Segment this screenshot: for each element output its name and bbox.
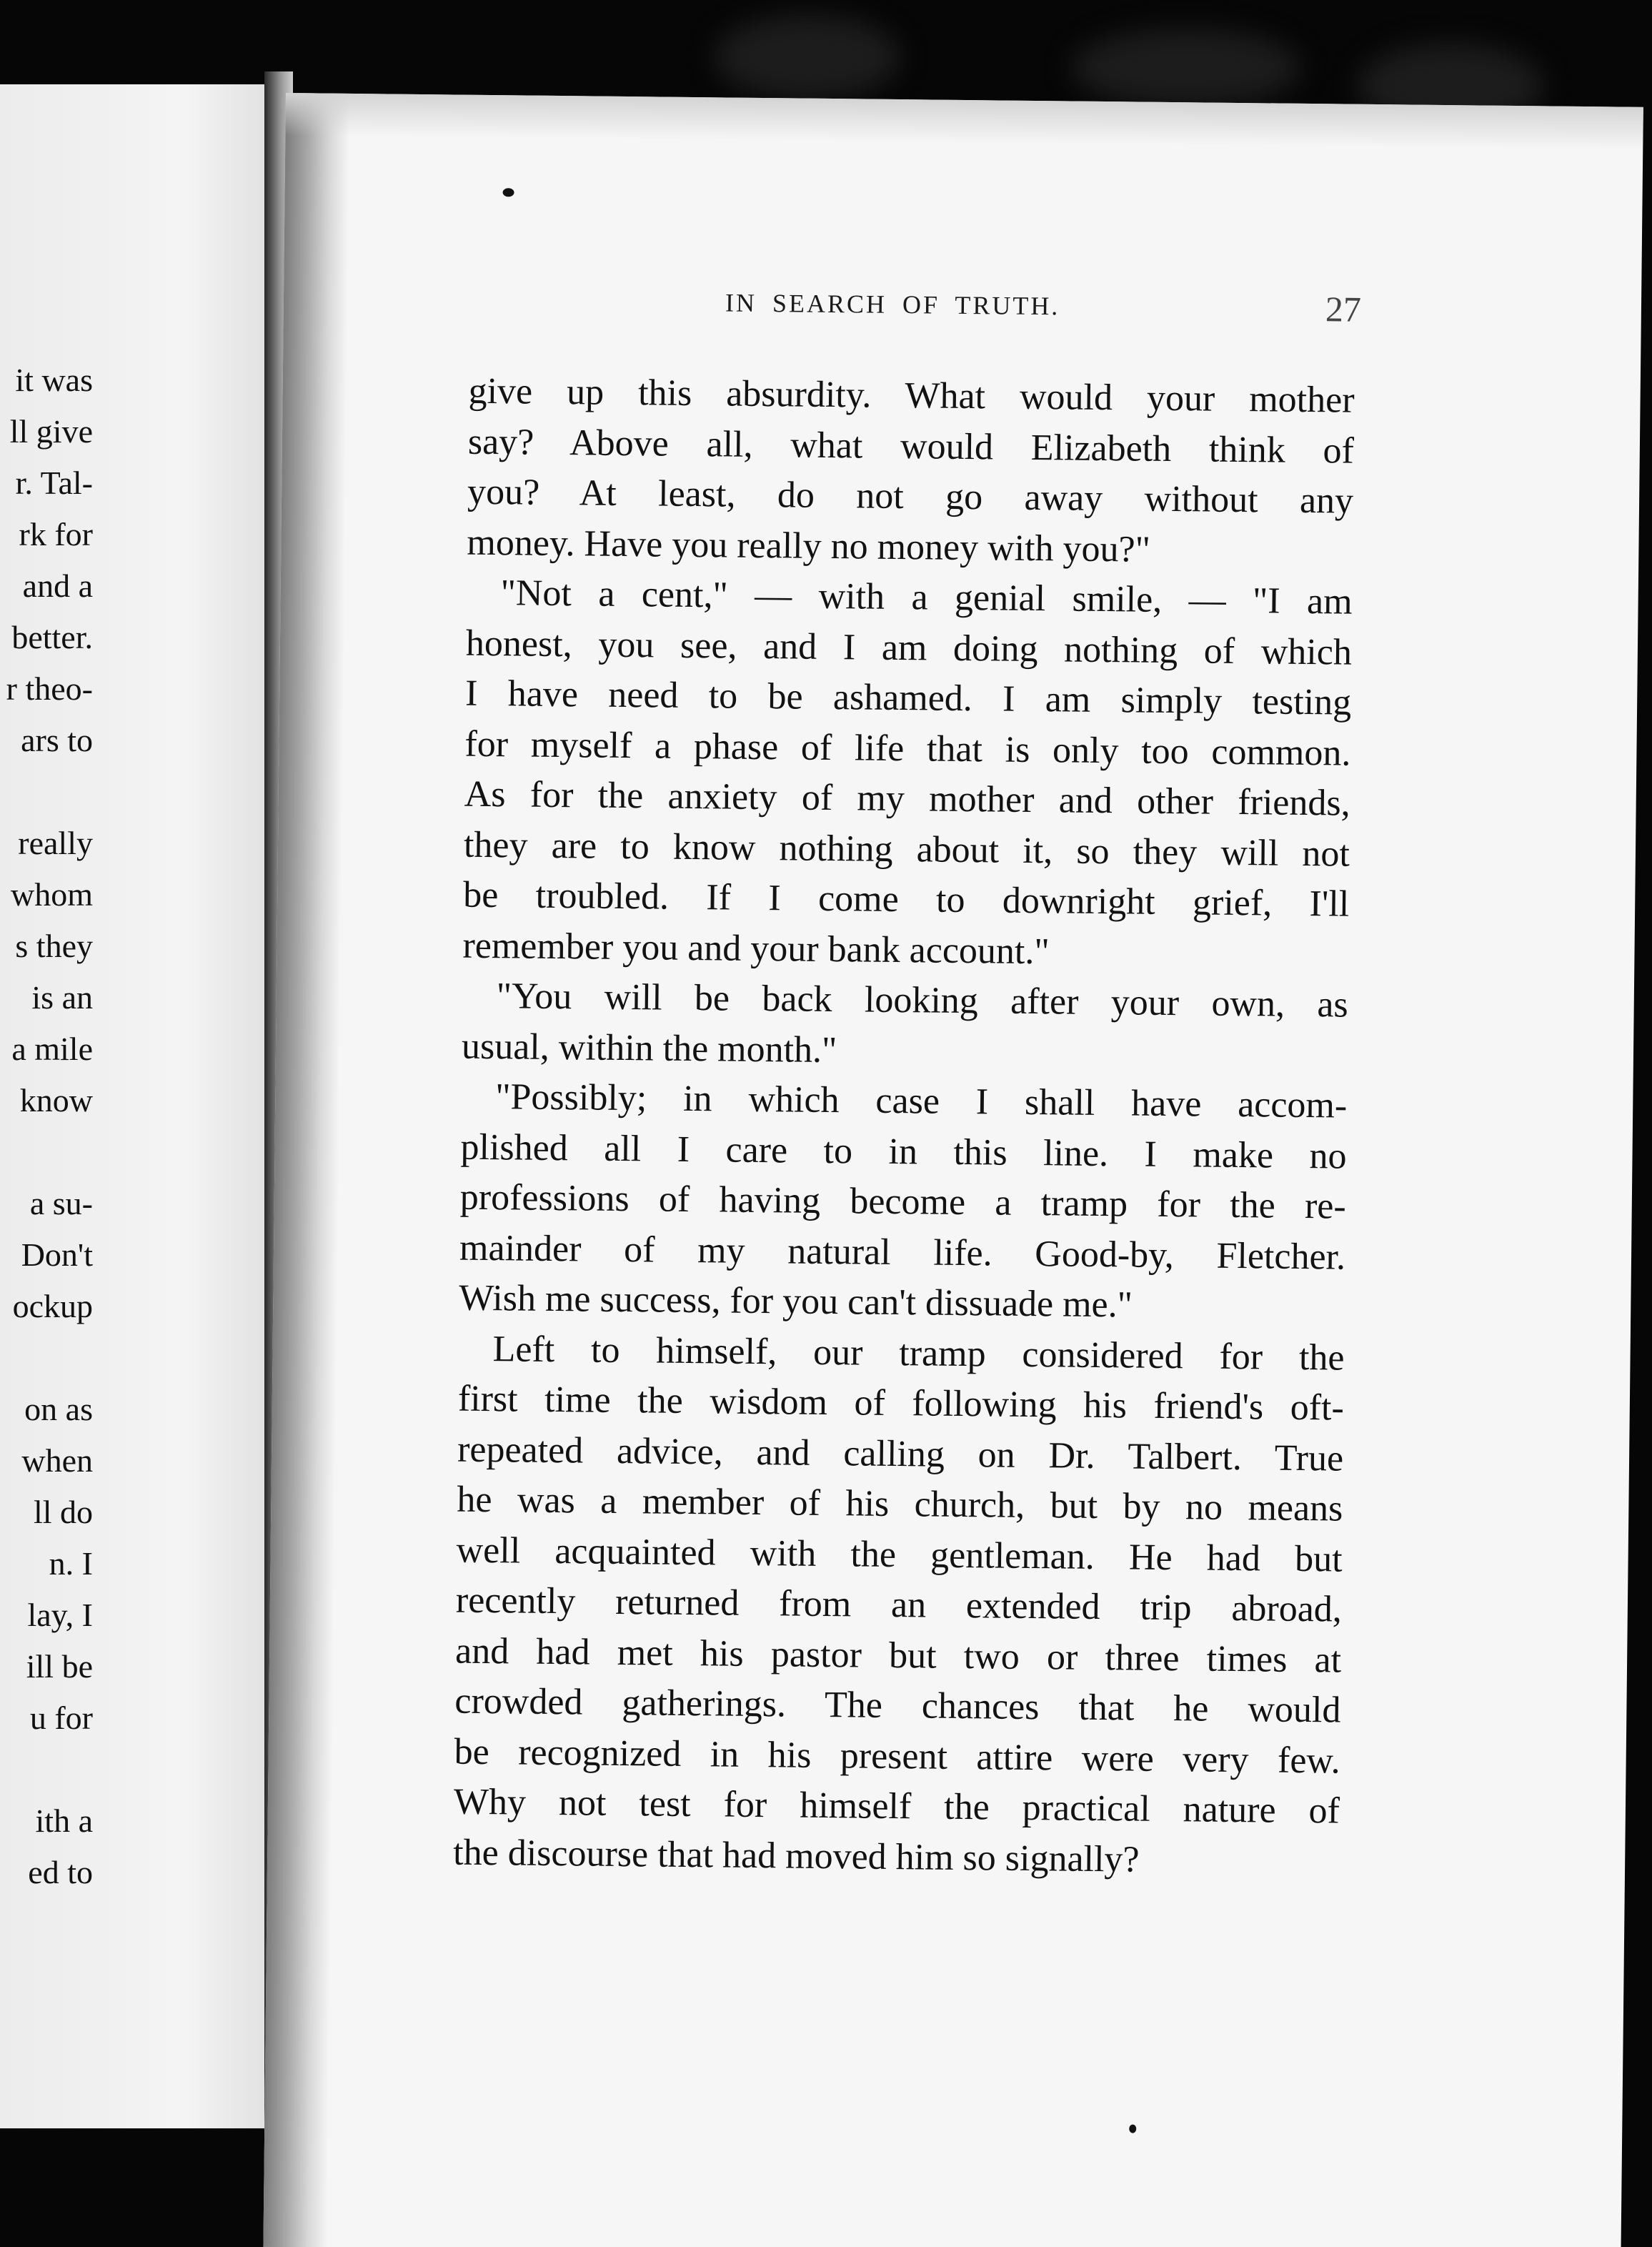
running-head: IN SEARCH OF TRUTH. <box>725 288 1060 321</box>
left-page-line: ll do <box>33 1494 93 1530</box>
left-page-line: a mile <box>11 1031 93 1067</box>
text-line: first time the wisdom of following his friend's oft- <box>457 1378 1345 1429</box>
left-page-line: better. <box>11 619 93 655</box>
text-line: professions of having become a tramp for the re- <box>459 1176 1347 1227</box>
text-line: Why not test for himself the practical nature of <box>453 1781 1340 1832</box>
text-line: be recognized in his present attire were very few. <box>454 1731 1340 1782</box>
text-line: honest, you see, and I am doing nothing of which <box>465 622 1353 673</box>
left-page-line: rk for <box>19 516 93 552</box>
left-page-line: a su- <box>29 1185 93 1221</box>
left-page-line: r theo- <box>6 670 93 707</box>
left-page <box>0 84 264 2128</box>
left-page-line: know <box>19 1082 93 1118</box>
left-page-line: on as <box>24 1391 93 1427</box>
text-line: say? Above all, what would Elizabeth think of <box>467 421 1355 472</box>
text-line: I have need to be ashamed. I am simply testing <box>464 673 1352 723</box>
text-line: and had met his pastor but two or three times at <box>454 1630 1342 1681</box>
background-blotch <box>1072 29 1300 107</box>
left-page-line <box>0 1744 93 1795</box>
text-line: you? At least, do not go away without any <box>467 471 1354 522</box>
text-line: he was a member of his church, but by no means <box>457 1479 1343 1529</box>
left-page-line: Don't <box>21 1236 93 1273</box>
left-page-line: ars to <box>21 722 93 758</box>
text-line: As for the anxiety of my mother and other friends, <box>464 773 1350 824</box>
left-page-line: s they <box>15 928 93 964</box>
left-page-line: ll give <box>9 413 93 450</box>
left-page-line: ith a <box>35 1802 93 1839</box>
ink-speck <box>502 188 514 197</box>
text-line: crowded gatherings. The chances that he would <box>454 1680 1341 1731</box>
text-line: "Possibly; in which case I shall have accom- <box>495 1076 1348 1126</box>
left-page-line: and a <box>22 567 93 604</box>
text-line: "You will be back looking after your own, as <box>496 976 1349 1026</box>
text-line: Left to himself, our tramp considered for the <box>492 1328 1345 1379</box>
left-page-line: r. Tal- <box>15 465 93 501</box>
left-page-line: ill be <box>26 1648 93 1685</box>
text-line: plished all I care to in this line. I make no <box>460 1126 1347 1177</box>
text-line: mainder of my natural life. Good-by, Fletcher. <box>459 1227 1346 1278</box>
left-page-line: whom <box>11 876 93 913</box>
text-line: well acquainted with the gentleman. He had but <box>456 1529 1343 1580</box>
body-text <box>453 367 1355 1888</box>
left-page-line: u for <box>29 1700 93 1736</box>
text-line: usual, within the month." <box>461 1026 837 1071</box>
text-line: recently returned from an extended trip abroad, <box>455 1579 1343 1630</box>
left-page-line: ockup <box>12 1288 93 1324</box>
page-number: 27 <box>1325 289 1362 329</box>
left-page-line: n. I <box>49 1545 93 1582</box>
left-page-text <box>0 354 93 1898</box>
left-page-line <box>0 766 93 818</box>
left-page-line <box>0 1332 93 1384</box>
left-page-line: lay, I <box>27 1597 93 1633</box>
background-blotch <box>715 14 900 100</box>
left-page-line: it was <box>15 362 93 398</box>
text-line: be troubled. If I come to downright grief, I'll <box>462 874 1350 925</box>
text-line: for myself a phase of life that is only too common. <box>464 723 1351 774</box>
text-line: repeated advice, and calling on Dr. Talbert. True <box>457 1429 1344 1479</box>
text-line: "Not a cent," — with a genial smile, — "I am <box>500 572 1353 622</box>
text-line: Wish me success, for you can't dissuade me." <box>459 1277 1133 1326</box>
left-page-line: when <box>21 1442 93 1479</box>
text-line: they are to know nothing about it, so they will not <box>463 824 1350 875</box>
text-line: give up this absurdity. What would your mother <box>468 370 1355 421</box>
text-line: money. Have you really no money with you?" <box>467 522 1151 570</box>
left-page-line: really <box>18 825 93 861</box>
text-line: remember you and your bank account." <box>462 925 1050 972</box>
left-page-line <box>0 1126 93 1178</box>
text-line: the discourse that had moved him so signally? <box>452 1832 1140 1880</box>
ink-speck <box>1129 2125 1136 2133</box>
left-page-line: is an <box>31 979 93 1016</box>
left-page-line: ed to <box>28 1854 93 1890</box>
right-page <box>263 93 1643 2247</box>
